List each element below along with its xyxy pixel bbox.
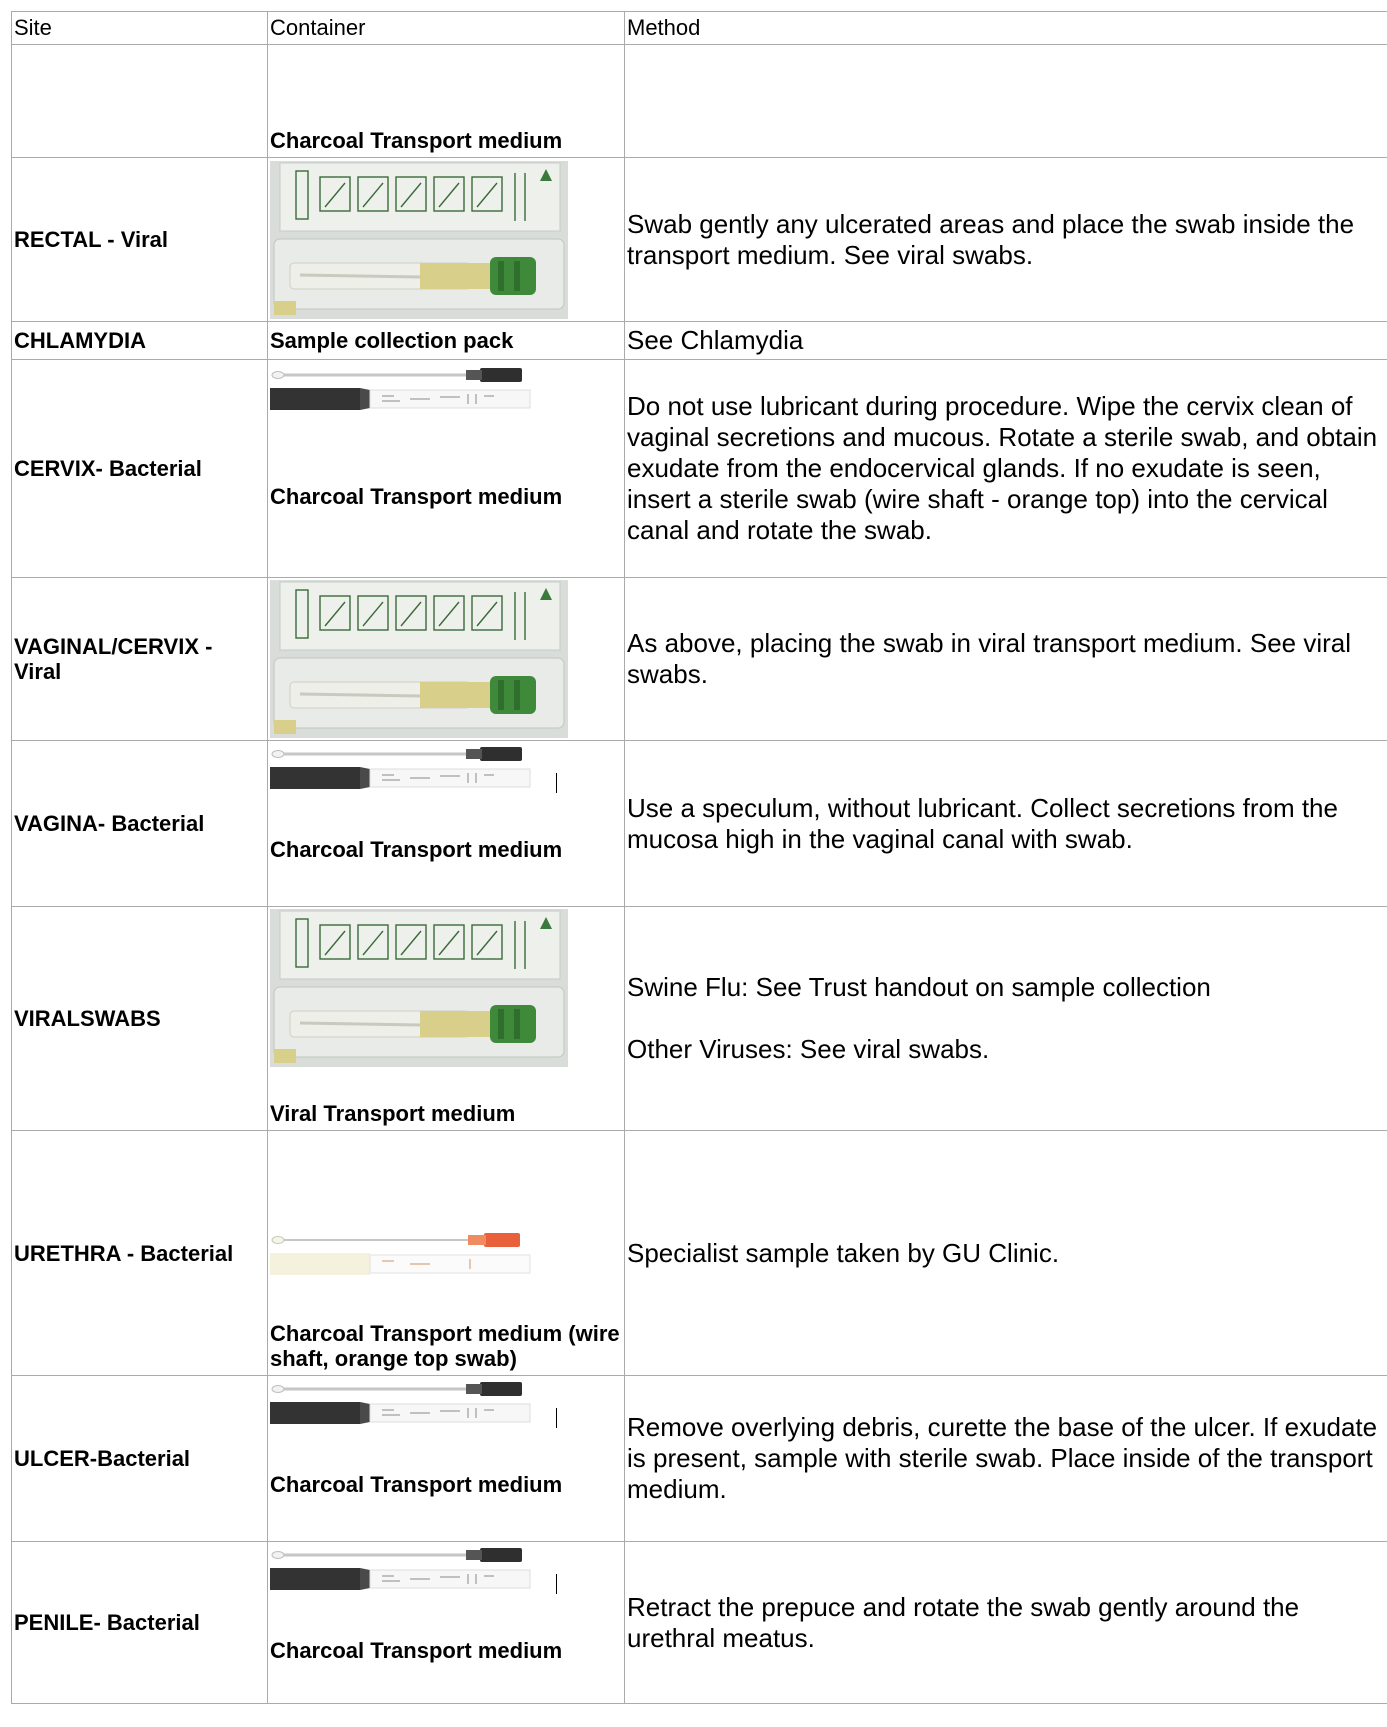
table-row xyxy=(12,907,1387,1131)
method-cell xyxy=(625,1131,1387,1376)
charcoal-swab-icon xyxy=(270,366,622,414)
viral-transport-pack-icon xyxy=(270,580,622,738)
method-cell xyxy=(625,907,1387,1131)
method-cell xyxy=(625,1542,1387,1704)
table-header-row xyxy=(12,12,1387,45)
method-cell xyxy=(625,360,1387,578)
method-text: Use a speculum, without lubricant. Collect secretions from the mucosa high in the vaginal canal with swab. xyxy=(627,792,1338,854)
header-site: Site xyxy=(12,12,268,45)
site-label: URETHRA - Bacterial xyxy=(14,1240,234,1266)
method-text: Specialist sample taken by GU Clinic. xyxy=(627,1237,1060,1268)
method-text: Remove overlying debris, curette the base of the ulcer. If exudate is present, sample with sterile swab. Place inside of the transport medium. xyxy=(627,1412,1378,1504)
cursor-mark xyxy=(556,773,557,793)
container-cell xyxy=(268,578,625,741)
table-row xyxy=(12,578,1387,741)
specimen-collection-table xyxy=(11,11,1387,1704)
site-cell xyxy=(12,1131,268,1376)
method-text: See Chlamydia xyxy=(627,325,804,355)
method-text: Swab gently any ulcerated areas and place the swab inside the transport medium. See viral swabs. xyxy=(627,208,1355,270)
site-cell xyxy=(12,45,268,158)
site-cell xyxy=(12,907,268,1131)
cursor-mark xyxy=(556,1408,557,1428)
site-label: RECTAL - Viral xyxy=(14,227,169,252)
site-cell xyxy=(12,1376,268,1542)
orange-top-swab-icon xyxy=(270,1231,622,1279)
table-row xyxy=(12,1376,1387,1542)
site-label: VAGINAL/CERVIX - Viral xyxy=(14,634,213,684)
container-cell xyxy=(268,45,625,158)
container-cell xyxy=(268,1542,625,1704)
site-label: ULCER-Bacterial xyxy=(14,1446,191,1471)
table-row xyxy=(12,741,1387,907)
site-label: PENILE- Bacterial xyxy=(14,1610,200,1635)
container-label: Charcoal Transport medium xyxy=(270,1472,563,1497)
container-label: Charcoal Transport medium xyxy=(270,128,563,153)
container-cell xyxy=(268,1131,625,1376)
method-text: Other Viruses: See viral swabs. xyxy=(627,1034,990,1064)
cursor-mark xyxy=(556,1574,557,1594)
method-text: Do not use lubricant during procedure. Wipe the cervix clean of vaginal secretions and mucous. Rotate a sterile swab, and obtain exudate from the endocervical glands. If no exudate is seen, insert a sterile swab (wire shaft - orange top) into the cervical canal and rotate the swab. xyxy=(627,391,1378,545)
site-cell xyxy=(12,741,268,907)
table-row xyxy=(12,158,1387,322)
container-label: Charcoal Transport medium xyxy=(270,1638,563,1663)
site-label: VAGINA- Bacterial xyxy=(14,811,205,836)
charcoal-swab-icon xyxy=(270,745,622,793)
container-label: Charcoal Transport medium xyxy=(270,484,563,509)
method-cell xyxy=(625,578,1387,741)
method-text: Swine Flu: See Trust handout on sample collection xyxy=(627,972,1211,1002)
container-label: Sample collection pack xyxy=(270,328,514,353)
method-cell xyxy=(625,741,1387,907)
site-label: CERVIX- Bacterial xyxy=(14,456,202,481)
charcoal-swab-icon xyxy=(270,1380,622,1428)
site-cell xyxy=(12,1542,268,1704)
viral-transport-pack-icon xyxy=(270,161,622,319)
site-cell xyxy=(12,158,268,322)
container-label: Charcoal Transport medium (wire shaft, orange top swab) xyxy=(270,1321,620,1371)
header-container: Container xyxy=(268,12,625,45)
method-text: As above, placing the swab in viral transport medium. See viral swabs. xyxy=(627,628,1352,689)
container-cell xyxy=(268,741,625,907)
site-cell xyxy=(12,360,268,578)
method-cell xyxy=(625,45,1387,158)
viral-transport-pack-icon xyxy=(270,909,622,1067)
table-row xyxy=(12,1542,1387,1704)
method-cell xyxy=(625,158,1387,322)
site-cell xyxy=(12,578,268,741)
method-text: Retract the prepuce and rotate the swab gently around the urethral meatus. xyxy=(627,1591,1300,1653)
header-method: Method xyxy=(625,12,1387,45)
container-cell xyxy=(268,322,625,360)
charcoal-swab-icon xyxy=(270,1546,622,1594)
table-row xyxy=(12,45,1387,158)
container-cell xyxy=(268,158,625,322)
table-row xyxy=(12,1131,1387,1376)
site-label: VIRALSWABS xyxy=(14,1006,161,1031)
site-label: CHLAMYDIA xyxy=(14,328,146,353)
table-row xyxy=(12,360,1387,578)
container-cell xyxy=(268,907,625,1131)
container-label: Viral Transport medium xyxy=(270,1101,516,1126)
method-cell xyxy=(625,1376,1387,1542)
container-label: Charcoal Transport medium xyxy=(270,837,563,862)
container-cell xyxy=(268,360,625,578)
table-row xyxy=(12,322,1387,360)
site-cell xyxy=(12,322,268,360)
container-cell xyxy=(268,1376,625,1542)
method-cell xyxy=(625,322,1387,360)
